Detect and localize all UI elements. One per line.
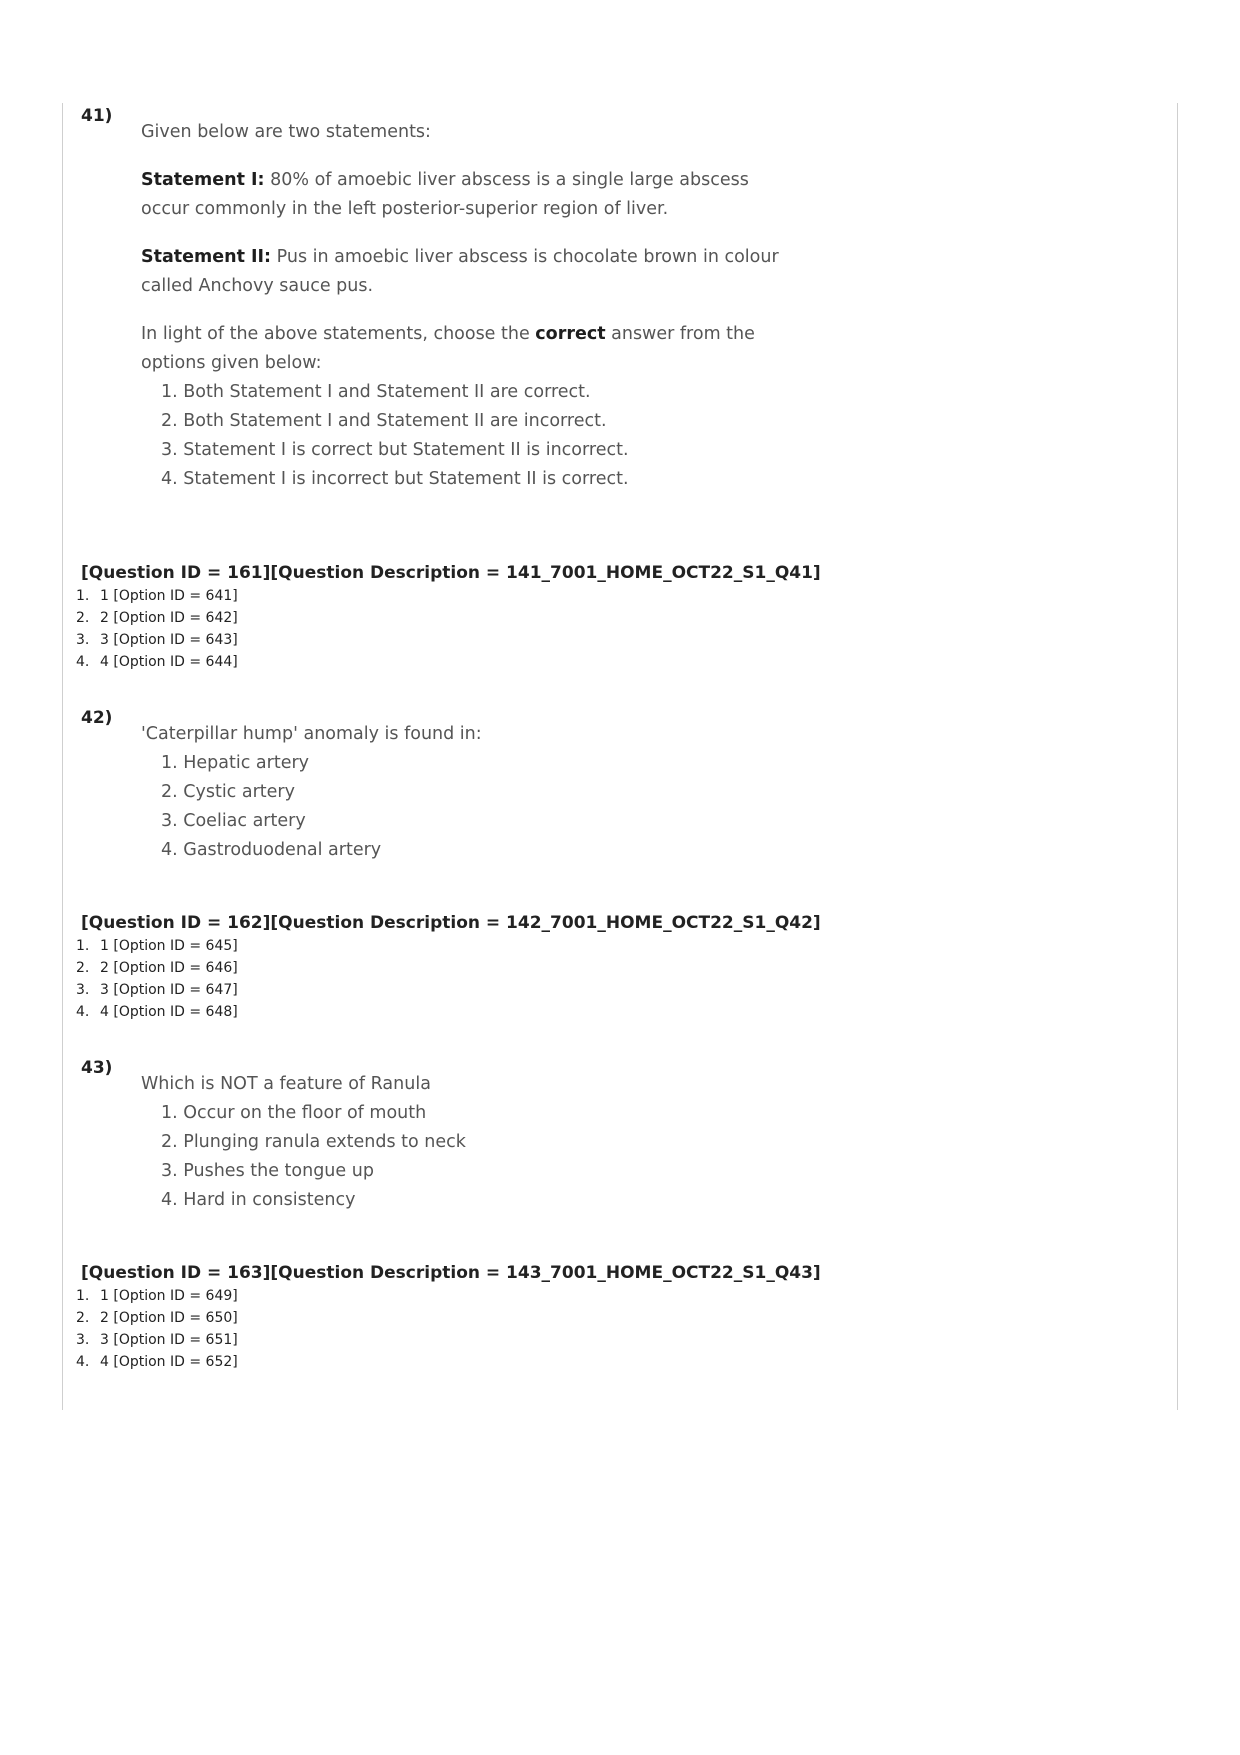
answer-option: 4. Statement I is incorrect but Statement II is correct. bbox=[161, 469, 629, 489]
option-id-text: 4 [Option ID = 652] bbox=[100, 1354, 238, 1370]
option-id-item bbox=[76, 1351, 238, 1373]
question-intro: Given below are two statements: bbox=[141, 122, 431, 142]
option-id-text: 4 [Option ID = 644] bbox=[100, 654, 238, 670]
option-id-list bbox=[76, 935, 238, 1023]
option-id-item bbox=[76, 585, 238, 607]
option-id-item bbox=[76, 1285, 238, 1307]
option-id-item bbox=[76, 607, 238, 629]
instruction-emphasis: correct bbox=[535, 324, 606, 344]
option-id-text: 1 [Option ID = 649] bbox=[100, 1288, 238, 1304]
option-index: 4. bbox=[76, 1004, 90, 1020]
option-id-text: 3 [Option ID = 643] bbox=[100, 632, 238, 648]
option-id-item bbox=[76, 979, 238, 1001]
question-number: 41) bbox=[81, 106, 113, 126]
option-index: 2. bbox=[76, 1310, 90, 1326]
option-id-text: 3 [Option ID = 647] bbox=[100, 982, 238, 998]
question-number: 43) bbox=[81, 1058, 113, 1078]
question-stem: 'Caterpillar hump' anomaly is found in: bbox=[141, 724, 482, 744]
answer-option: 3. Coeliac artery bbox=[161, 811, 306, 831]
option-index: 2. bbox=[76, 610, 90, 626]
answer-option: 4. Hard in consistency bbox=[161, 1190, 356, 1210]
option-id-item bbox=[76, 1329, 238, 1351]
option-id-text: 1 [Option ID = 641] bbox=[100, 588, 238, 604]
option-index: 1. bbox=[76, 588, 90, 604]
instruction bbox=[141, 320, 791, 378]
answer-option: 1. Occur on the floor of mouth bbox=[161, 1103, 427, 1123]
option-id-text: 2 [Option ID = 642] bbox=[100, 610, 238, 626]
answer-options bbox=[141, 378, 791, 494]
option-id-text: 2 [Option ID = 650] bbox=[100, 1310, 238, 1326]
option-index: 4. bbox=[76, 1354, 90, 1370]
instruction-text: In light of the above statements, choose the bbox=[141, 324, 536, 344]
option-id-item bbox=[76, 651, 238, 673]
question-meta: [Question ID = 162][Question Description = 142_7001_HOME_OCT22_S1_Q42] bbox=[81, 913, 821, 933]
option-id-list bbox=[76, 585, 238, 673]
option-id-item bbox=[76, 1307, 238, 1329]
option-index: 3. bbox=[76, 1332, 90, 1348]
answer-option: 1. Both Statement I and Statement II are correct. bbox=[161, 382, 591, 402]
statement-2-text: Pus in amoebic liver abscess is chocolate brown in colour called Anchovy sauce pus. bbox=[141, 247, 779, 296]
answer-options bbox=[141, 749, 791, 865]
option-id-item bbox=[76, 629, 238, 651]
option-id-text: 4 [Option ID = 648] bbox=[100, 1004, 238, 1020]
option-index: 4. bbox=[76, 654, 90, 670]
option-index: 1. bbox=[76, 938, 90, 954]
question-body bbox=[141, 118, 791, 494]
answer-option: 2. Both Statement I and Statement II are incorrect. bbox=[161, 411, 607, 431]
option-index: 3. bbox=[76, 982, 90, 998]
option-index: 3. bbox=[76, 632, 90, 648]
question-body bbox=[141, 1070, 791, 1215]
answer-option: 3. Pushes the tongue up bbox=[161, 1161, 374, 1181]
option-index: 1. bbox=[76, 1288, 90, 1304]
statement-1 bbox=[141, 166, 791, 224]
answer-option: 2. Plunging ranula extends to neck bbox=[161, 1132, 466, 1152]
option-index: 2. bbox=[76, 960, 90, 976]
answer-options bbox=[141, 1099, 791, 1215]
question-stem: Which is NOT a feature of Ranula bbox=[141, 1074, 431, 1094]
option-id-item bbox=[76, 1001, 238, 1023]
statement-1-label: Statement I: bbox=[141, 170, 265, 190]
answer-option: 3. Statement I is correct but Statement II is incorrect. bbox=[161, 440, 629, 460]
instruction-text-end: answer from the options given below: bbox=[141, 324, 755, 373]
statement-1-text: 80% of amoebic liver abscess is a single large abscess occur commonly in the left posterior-superior region of liver. bbox=[141, 170, 749, 219]
question-number: 42) bbox=[81, 708, 113, 728]
option-id-text: 1 [Option ID = 645] bbox=[100, 938, 238, 954]
option-id-text: 2 [Option ID = 646] bbox=[100, 960, 238, 976]
question-body bbox=[141, 720, 791, 865]
answer-option: 1. Hepatic artery bbox=[161, 753, 310, 773]
question-meta: [Question ID = 161][Question Description = 141_7001_HOME_OCT22_S1_Q41] bbox=[81, 563, 821, 583]
option-id-text: 3 [Option ID = 651] bbox=[100, 1332, 238, 1348]
option-id-item bbox=[76, 935, 238, 957]
option-id-item bbox=[76, 957, 238, 979]
answer-option: 2. Cystic artery bbox=[161, 782, 295, 802]
question-meta: [Question ID = 163][Question Description = 143_7001_HOME_OCT22_S1_Q43] bbox=[81, 1263, 821, 1283]
answer-option: 4. Gastroduodenal artery bbox=[161, 840, 382, 860]
statement-2 bbox=[141, 243, 791, 301]
option-id-list bbox=[76, 1285, 238, 1373]
statement-2-label: Statement II: bbox=[141, 247, 272, 267]
